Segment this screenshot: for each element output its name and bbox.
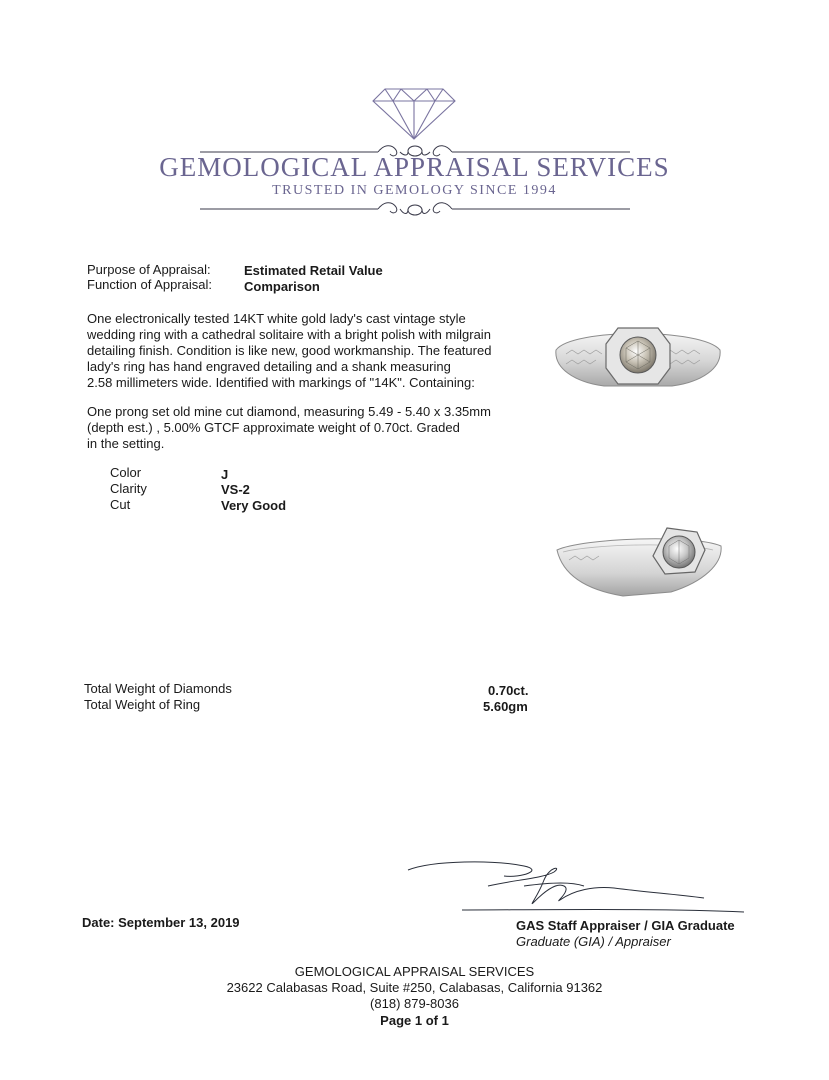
- grade-value-clarity: VS-2: [221, 482, 250, 497]
- description-line: One electronically tested 14KT white gold lady's cast vintage style: [87, 311, 466, 326]
- description-paragraph: [87, 311, 547, 391]
- signature-title: GAS Staff Appraiser / GIA Graduate: [516, 918, 735, 933]
- grade-label-clarity: Clarity: [110, 481, 147, 496]
- total-ring-value: 5.60gm: [483, 699, 528, 714]
- grade-label-cut: Cut: [110, 497, 131, 512]
- function-value: Comparison: [244, 279, 320, 294]
- description-line: 2.58 millimeters wide. Identified with markings of "14K". Containing:: [87, 375, 475, 390]
- ring-photo-front: [552, 310, 724, 406]
- ring-photo-angle: [553, 520, 725, 604]
- signature-date: Date: September 13, 2019: [82, 915, 240, 930]
- diamond-line: (depth est.) , 5.00% GTCF approximate weight of 0.70ct. Graded: [87, 420, 460, 435]
- brand-tagline: TRUSTED IN GEMOLOGY SINCE 1994: [272, 183, 557, 198]
- diamond-paragraph: [87, 404, 547, 452]
- scroll-ornament-icon: [200, 199, 630, 221]
- total-diamonds-value: 0.70ct.: [488, 683, 529, 698]
- diamond-line: in the setting.: [87, 436, 165, 451]
- total-ring-label: Total Weight of Ring: [84, 697, 201, 712]
- signature-subtitle: Graduate (GIA) / Appraiser: [516, 934, 671, 949]
- description-line: lady's ring has hand engraved detailing and a shank measuring: [87, 359, 451, 374]
- grade-label-color: Color: [110, 465, 142, 480]
- diamond-line: One prong set old mine cut diamond, measuring 5.49 - 5.40 x 3.35mm: [87, 404, 491, 419]
- footer-address: 23622 Calabasas Road, Suite #250, Calabasas, California 91362: [226, 980, 603, 995]
- function-label: Function of Appraisal:: [87, 277, 213, 292]
- total-diamonds-label: Total Weight of Diamonds: [84, 681, 232, 696]
- footer-phone: (818) 879-8036: [370, 996, 459, 1011]
- purpose-value: Estimated Retail Value: [244, 263, 383, 278]
- diamond-logo-icon: [371, 85, 457, 141]
- footer-company: GEMOLOGICAL APPRAISAL SERVICES: [294, 964, 535, 979]
- footer-page: Page 1 of 1: [380, 1013, 449, 1028]
- description-line: detailing finish. Condition is like new, good workmanship. The featured: [87, 343, 492, 358]
- purpose-label: Purpose of Appraisal:: [87, 262, 211, 277]
- brand-name: GEMOLOGICAL APPRAISAL SERVICES: [159, 152, 670, 182]
- grade-value-color: J: [221, 467, 229, 482]
- signature-scribble: [404, 852, 750, 918]
- description-line: wedding ring with a cathedral solitaire with a bright polish with milgrain: [87, 327, 491, 342]
- grade-value-cut: Very Good: [221, 498, 287, 513]
